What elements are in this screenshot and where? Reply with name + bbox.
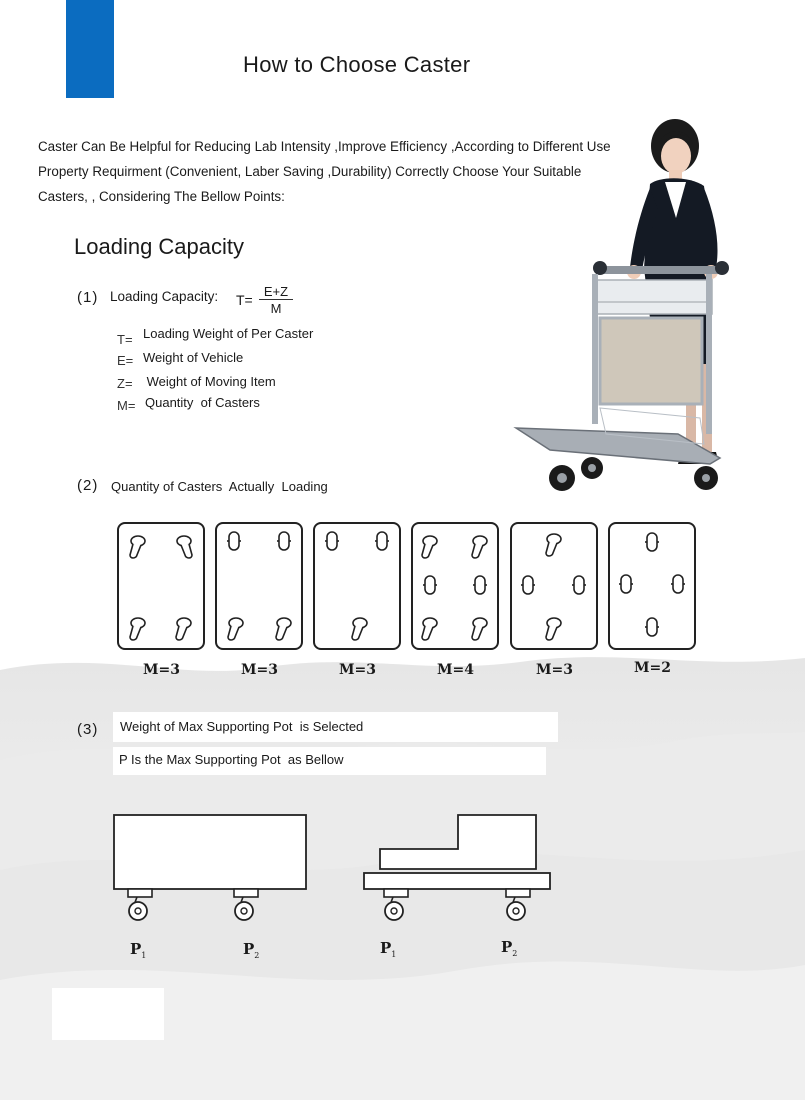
load-box bbox=[114, 815, 306, 889]
fixed-caster-icon bbox=[473, 576, 487, 594]
fixed-caster-icon bbox=[325, 532, 339, 550]
fixed-caster-icon bbox=[227, 532, 241, 550]
def-text: Weight of Moving Item bbox=[143, 374, 276, 389]
blank-panel bbox=[52, 988, 164, 1040]
m-label: M=3 bbox=[143, 662, 180, 678]
caster-wheel-icon bbox=[506, 889, 530, 920]
point-subscript: 2 bbox=[512, 949, 518, 958]
caster-config-diagrams bbox=[110, 515, 710, 660]
intro-line: Property Requirment (Convenient, Laber Saving ,Durability) Correctly Choose Your Suitable bbox=[38, 164, 582, 179]
fixed-caster-icon bbox=[277, 532, 291, 550]
fixed-caster-icon bbox=[572, 576, 586, 594]
point-letter: P bbox=[130, 940, 142, 958]
point-subscript: 1 bbox=[391, 950, 397, 959]
def-symbol: T= bbox=[117, 332, 133, 347]
m-label: M=3 bbox=[241, 662, 278, 678]
point-label-p2 bbox=[501, 938, 517, 958]
uneven-load bbox=[380, 815, 536, 869]
formula-numerator: E+Z bbox=[259, 284, 293, 300]
point-letter: P bbox=[243, 940, 255, 958]
point-letter: P bbox=[380, 939, 392, 957]
fixed-caster-icon bbox=[645, 618, 659, 636]
caster-wheel-icon bbox=[128, 889, 152, 920]
accent-bar bbox=[66, 0, 114, 98]
platform bbox=[364, 873, 550, 889]
point-label-p1 bbox=[130, 940, 146, 960]
formula-denominator: M bbox=[270, 301, 282, 316]
intro-line: Casters, , Considering The Bellow Points: bbox=[38, 189, 285, 204]
def-text: Weight of Vehicle bbox=[143, 350, 244, 365]
def-symbol: E= bbox=[117, 353, 134, 368]
item-number-1: (1) bbox=[77, 289, 99, 306]
caster-wheel-icon bbox=[234, 889, 258, 920]
point-letter: P bbox=[501, 938, 513, 956]
def-text: Loading Weight of Per Caster bbox=[143, 326, 314, 341]
page-title: How to Choose Caster bbox=[243, 52, 471, 77]
point-subscript: 2 bbox=[254, 951, 260, 960]
m-label: M=4 bbox=[437, 662, 474, 678]
support-point-diagrams bbox=[100, 805, 570, 925]
casters-loading-label: Quantity of Casters Actually Loading bbox=[111, 479, 328, 494]
fixed-caster-icon bbox=[521, 576, 535, 594]
max-pot-line-1: Weight of Max Supporting Pot is Selected bbox=[120, 719, 364, 734]
point-label-p1 bbox=[380, 939, 396, 959]
formula-lhs: T= bbox=[236, 292, 253, 308]
m-label: M=3 bbox=[339, 662, 376, 678]
point-label-p2 bbox=[243, 940, 259, 960]
fixed-caster-icon bbox=[375, 532, 389, 550]
point-subscript: 1 bbox=[141, 951, 147, 960]
intro-line: Caster Can Be Helpful for Reducing Lab Intensity ,Improve Efficiency ,According to Different Use bbox=[38, 139, 611, 154]
fixed-caster-icon bbox=[423, 576, 437, 594]
def-symbol: Z= bbox=[117, 376, 133, 391]
def-text: Quantity of Casters bbox=[145, 395, 260, 410]
item-number-2: (2) bbox=[77, 477, 99, 494]
m-label: M=3 bbox=[536, 662, 573, 678]
max-pot-line-2: P Is the Max Supporting Pot as Bellow bbox=[119, 752, 344, 767]
item-number-3: (3) bbox=[77, 721, 99, 738]
section-heading-loading-capacity: Loading Capacity bbox=[74, 234, 245, 259]
trolley-woman-photo bbox=[510, 118, 755, 500]
loading-capacity-label: Loading Capacity: bbox=[110, 289, 219, 304]
formula-fraction bbox=[259, 284, 293, 317]
fixed-caster-icon bbox=[671, 575, 685, 593]
m-label: M=2 bbox=[634, 660, 671, 676]
fixed-caster-icon bbox=[645, 533, 659, 551]
fixed-caster-icon bbox=[619, 575, 633, 593]
def-symbol: M= bbox=[117, 398, 136, 413]
caster-wheel-icon bbox=[384, 889, 408, 920]
